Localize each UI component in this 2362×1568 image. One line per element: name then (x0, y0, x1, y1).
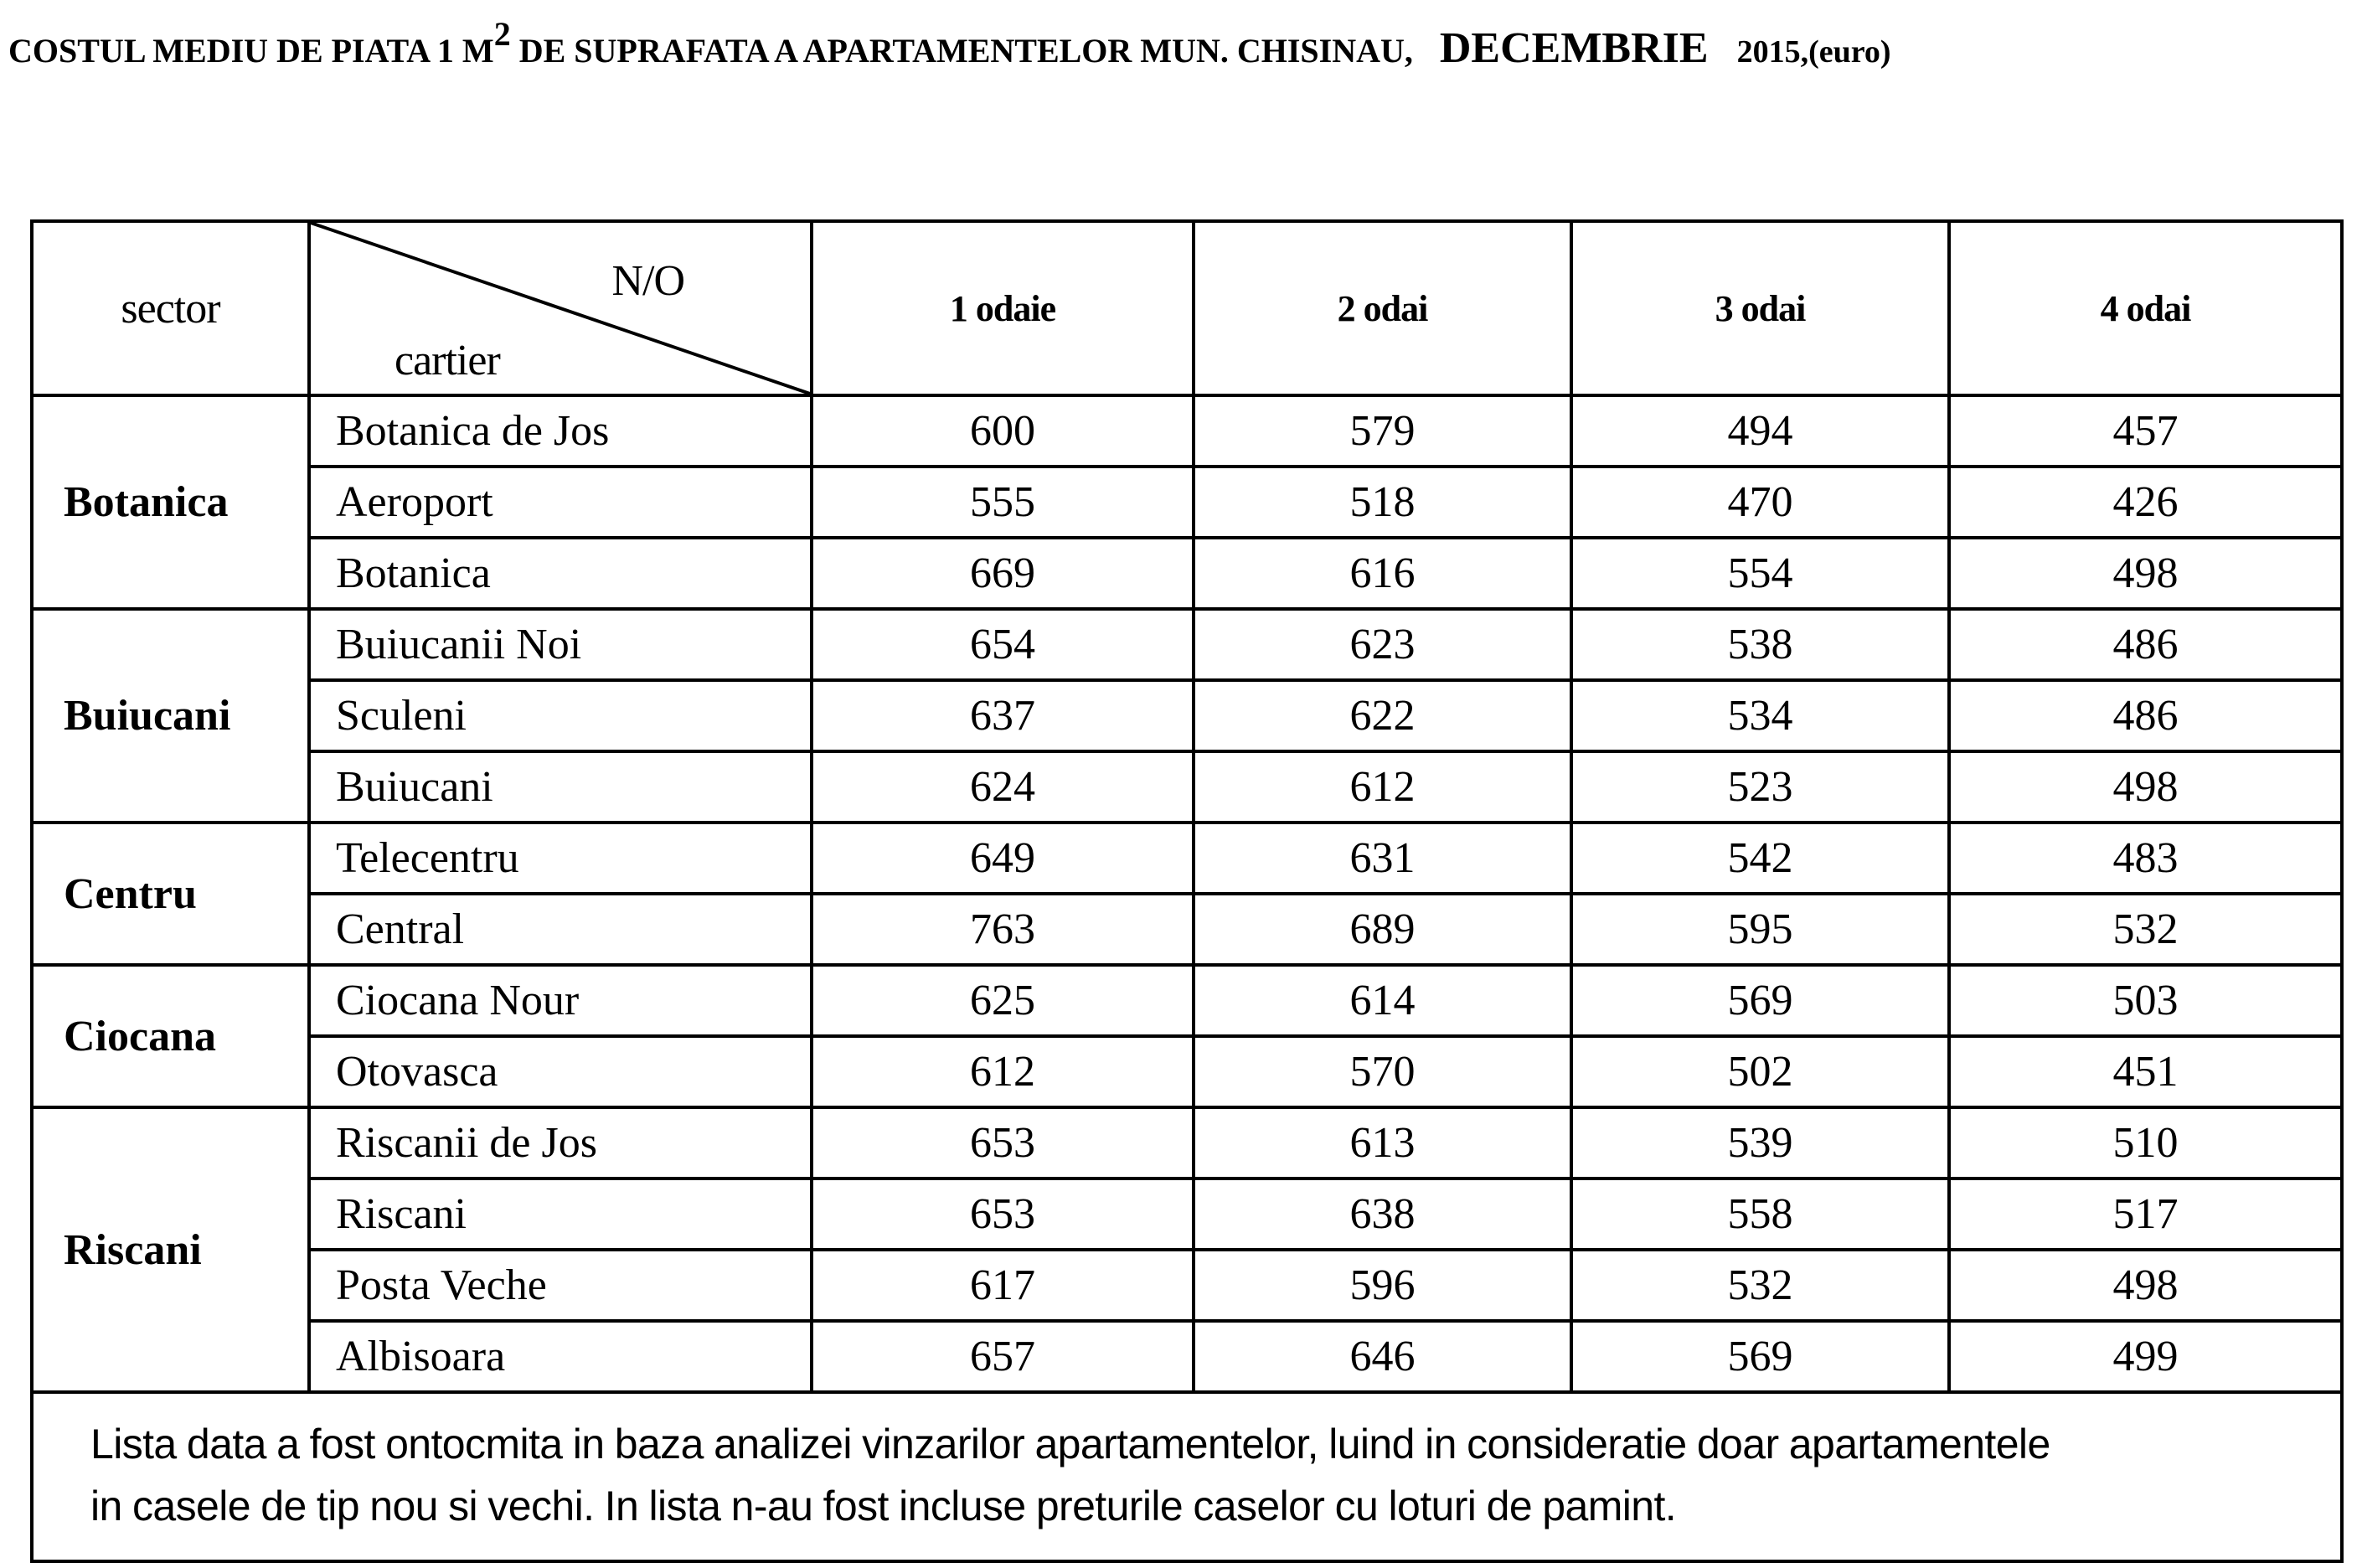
table-body (32, 395, 2342, 1392)
price-cell: 517 (1949, 1179, 2342, 1250)
price-cell: 646 (1194, 1321, 1571, 1392)
price-cell: 569 (1571, 1321, 1949, 1392)
price-table (30, 219, 2344, 1563)
header-sector: sector (32, 221, 309, 395)
price-cell: 499 (1949, 1321, 2342, 1392)
header-row (32, 221, 2342, 395)
price-cell: 494 (1571, 395, 1949, 467)
price-table-container (30, 219, 2340, 1563)
price-cell: 518 (1194, 467, 1571, 538)
note-row (32, 1392, 2342, 1561)
price-cell: 542 (1571, 823, 1949, 894)
table-row (32, 467, 2342, 538)
price-cell: 657 (812, 1321, 1194, 1392)
price-cell: 622 (1194, 680, 1571, 751)
header-col-2: 2 odai (1194, 221, 1571, 395)
price-cell: 451 (1949, 1036, 2342, 1107)
cartier-name: Albisoara (309, 1321, 812, 1392)
footnote-line-1: Lista data a fost ontocmita in baza analizei vinzarilor apartamentelor, luind in consideratie doar apartamentele (90, 1421, 2050, 1467)
title-part1: COSTUL MEDIU DE PIATA 1 M (8, 32, 494, 70)
price-cell: 649 (812, 823, 1194, 894)
diagonal-line (311, 223, 810, 394)
price-cell: 532 (1571, 1250, 1949, 1321)
cartier-name: Central (309, 894, 812, 965)
page-title (8, 14, 2354, 73)
header-col-1: 1 odaie (812, 221, 1194, 395)
price-cell: 538 (1571, 609, 1949, 680)
sector-name: Riscani (32, 1107, 309, 1392)
price-cell: 569 (1571, 965, 1949, 1036)
table-row (32, 751, 2342, 823)
price-cell: 426 (1949, 467, 2342, 538)
sector-name: Buiucani (32, 609, 309, 823)
cartier-name: Botanica (309, 538, 812, 609)
price-cell: 653 (812, 1107, 1194, 1179)
price-cell: 763 (812, 894, 1194, 965)
price-cell: 596 (1194, 1250, 1571, 1321)
cartier-name: Aeroport (309, 467, 812, 538)
cartier-name: Riscanii de Jos (309, 1107, 812, 1179)
price-cell: 653 (812, 1179, 1194, 1250)
table-row (32, 680, 2342, 751)
title-year: 2015,(euro) (1736, 34, 1891, 70)
header-diag-top: N/O (611, 257, 684, 305)
price-cell: 470 (1571, 467, 1949, 538)
price-cell: 503 (1949, 965, 2342, 1036)
header-col-3: 3 odai (1571, 221, 1949, 395)
price-cell: 486 (1949, 609, 2342, 680)
title-superscript: 2 (493, 14, 511, 53)
price-cell: 624 (812, 751, 1194, 823)
cartier-name: Ciocana Nour (309, 965, 812, 1036)
cartier-name: Telecentru (309, 823, 812, 894)
table-row (32, 1179, 2342, 1250)
table-row (32, 965, 2342, 1036)
price-cell: 483 (1949, 823, 2342, 894)
price-cell: 554 (1571, 538, 1949, 609)
footnote-line-2: in casele de tip nou si vechi. In lista n-au fost incluse preturile caselor cu loturi de pamint. (90, 1483, 1677, 1529)
title-month: DECEMBRIE (1439, 24, 1709, 72)
price-cell: 625 (812, 965, 1194, 1036)
price-cell: 532 (1949, 894, 2342, 965)
price-cell: 558 (1571, 1179, 1949, 1250)
price-cell: 498 (1949, 1250, 2342, 1321)
price-cell: 654 (812, 609, 1194, 680)
price-cell: 523 (1571, 751, 1949, 823)
price-cell: 612 (1194, 751, 1571, 823)
table-row (32, 1250, 2342, 1321)
sector-name: Ciocana (32, 965, 309, 1107)
price-cell: 623 (1194, 609, 1571, 680)
price-cell: 595 (1571, 894, 1949, 965)
price-cell: 613 (1194, 1107, 1571, 1179)
price-cell: 616 (1194, 538, 1571, 609)
footnote (32, 1392, 2342, 1561)
sector-name: Centru (32, 823, 309, 965)
table-row (32, 894, 2342, 965)
price-cell: 498 (1949, 538, 2342, 609)
table-row (32, 395, 2342, 467)
price-cell: 638 (1194, 1179, 1571, 1250)
title-part2: DE SUPRAFATA A APARTAMENTELOR MUN. CHISINAU, (510, 32, 1421, 70)
header-diagonal-cell (309, 221, 812, 395)
cartier-name: Riscani (309, 1179, 812, 1250)
price-cell: 510 (1949, 1107, 2342, 1179)
price-cell: 631 (1194, 823, 1571, 894)
cartier-name: Otovasca (309, 1036, 812, 1107)
cartier-name: Buiucani (309, 751, 812, 823)
table-row (32, 1107, 2342, 1179)
price-cell: 539 (1571, 1107, 1949, 1179)
table-row (32, 538, 2342, 609)
price-cell: 669 (812, 538, 1194, 609)
table-row (32, 823, 2342, 894)
price-cell: 600 (812, 395, 1194, 467)
header-diag-bottom: cartier (395, 337, 500, 384)
sector-name: Botanica (32, 395, 309, 609)
price-cell: 579 (1194, 395, 1571, 467)
cartier-name: Botanica de Jos (309, 395, 812, 467)
price-cell: 689 (1194, 894, 1571, 965)
cartier-name: Buiucanii Noi (309, 609, 812, 680)
price-cell: 555 (812, 467, 1194, 538)
table-row (32, 609, 2342, 680)
price-cell: 534 (1571, 680, 1949, 751)
price-cell: 637 (812, 680, 1194, 751)
price-cell: 612 (812, 1036, 1194, 1107)
price-cell: 498 (1949, 751, 2342, 823)
table-row (32, 1036, 2342, 1107)
price-cell: 617 (812, 1250, 1194, 1321)
price-cell: 502 (1571, 1036, 1949, 1107)
price-cell: 570 (1194, 1036, 1571, 1107)
price-cell: 457 (1949, 395, 2342, 467)
table-row (32, 1321, 2342, 1392)
cartier-name: Sculeni (309, 680, 812, 751)
price-cell: 486 (1949, 680, 2342, 751)
header-col-4: 4 odai (1949, 221, 2342, 395)
price-cell: 614 (1194, 965, 1571, 1036)
cartier-name: Posta Veche (309, 1250, 812, 1321)
